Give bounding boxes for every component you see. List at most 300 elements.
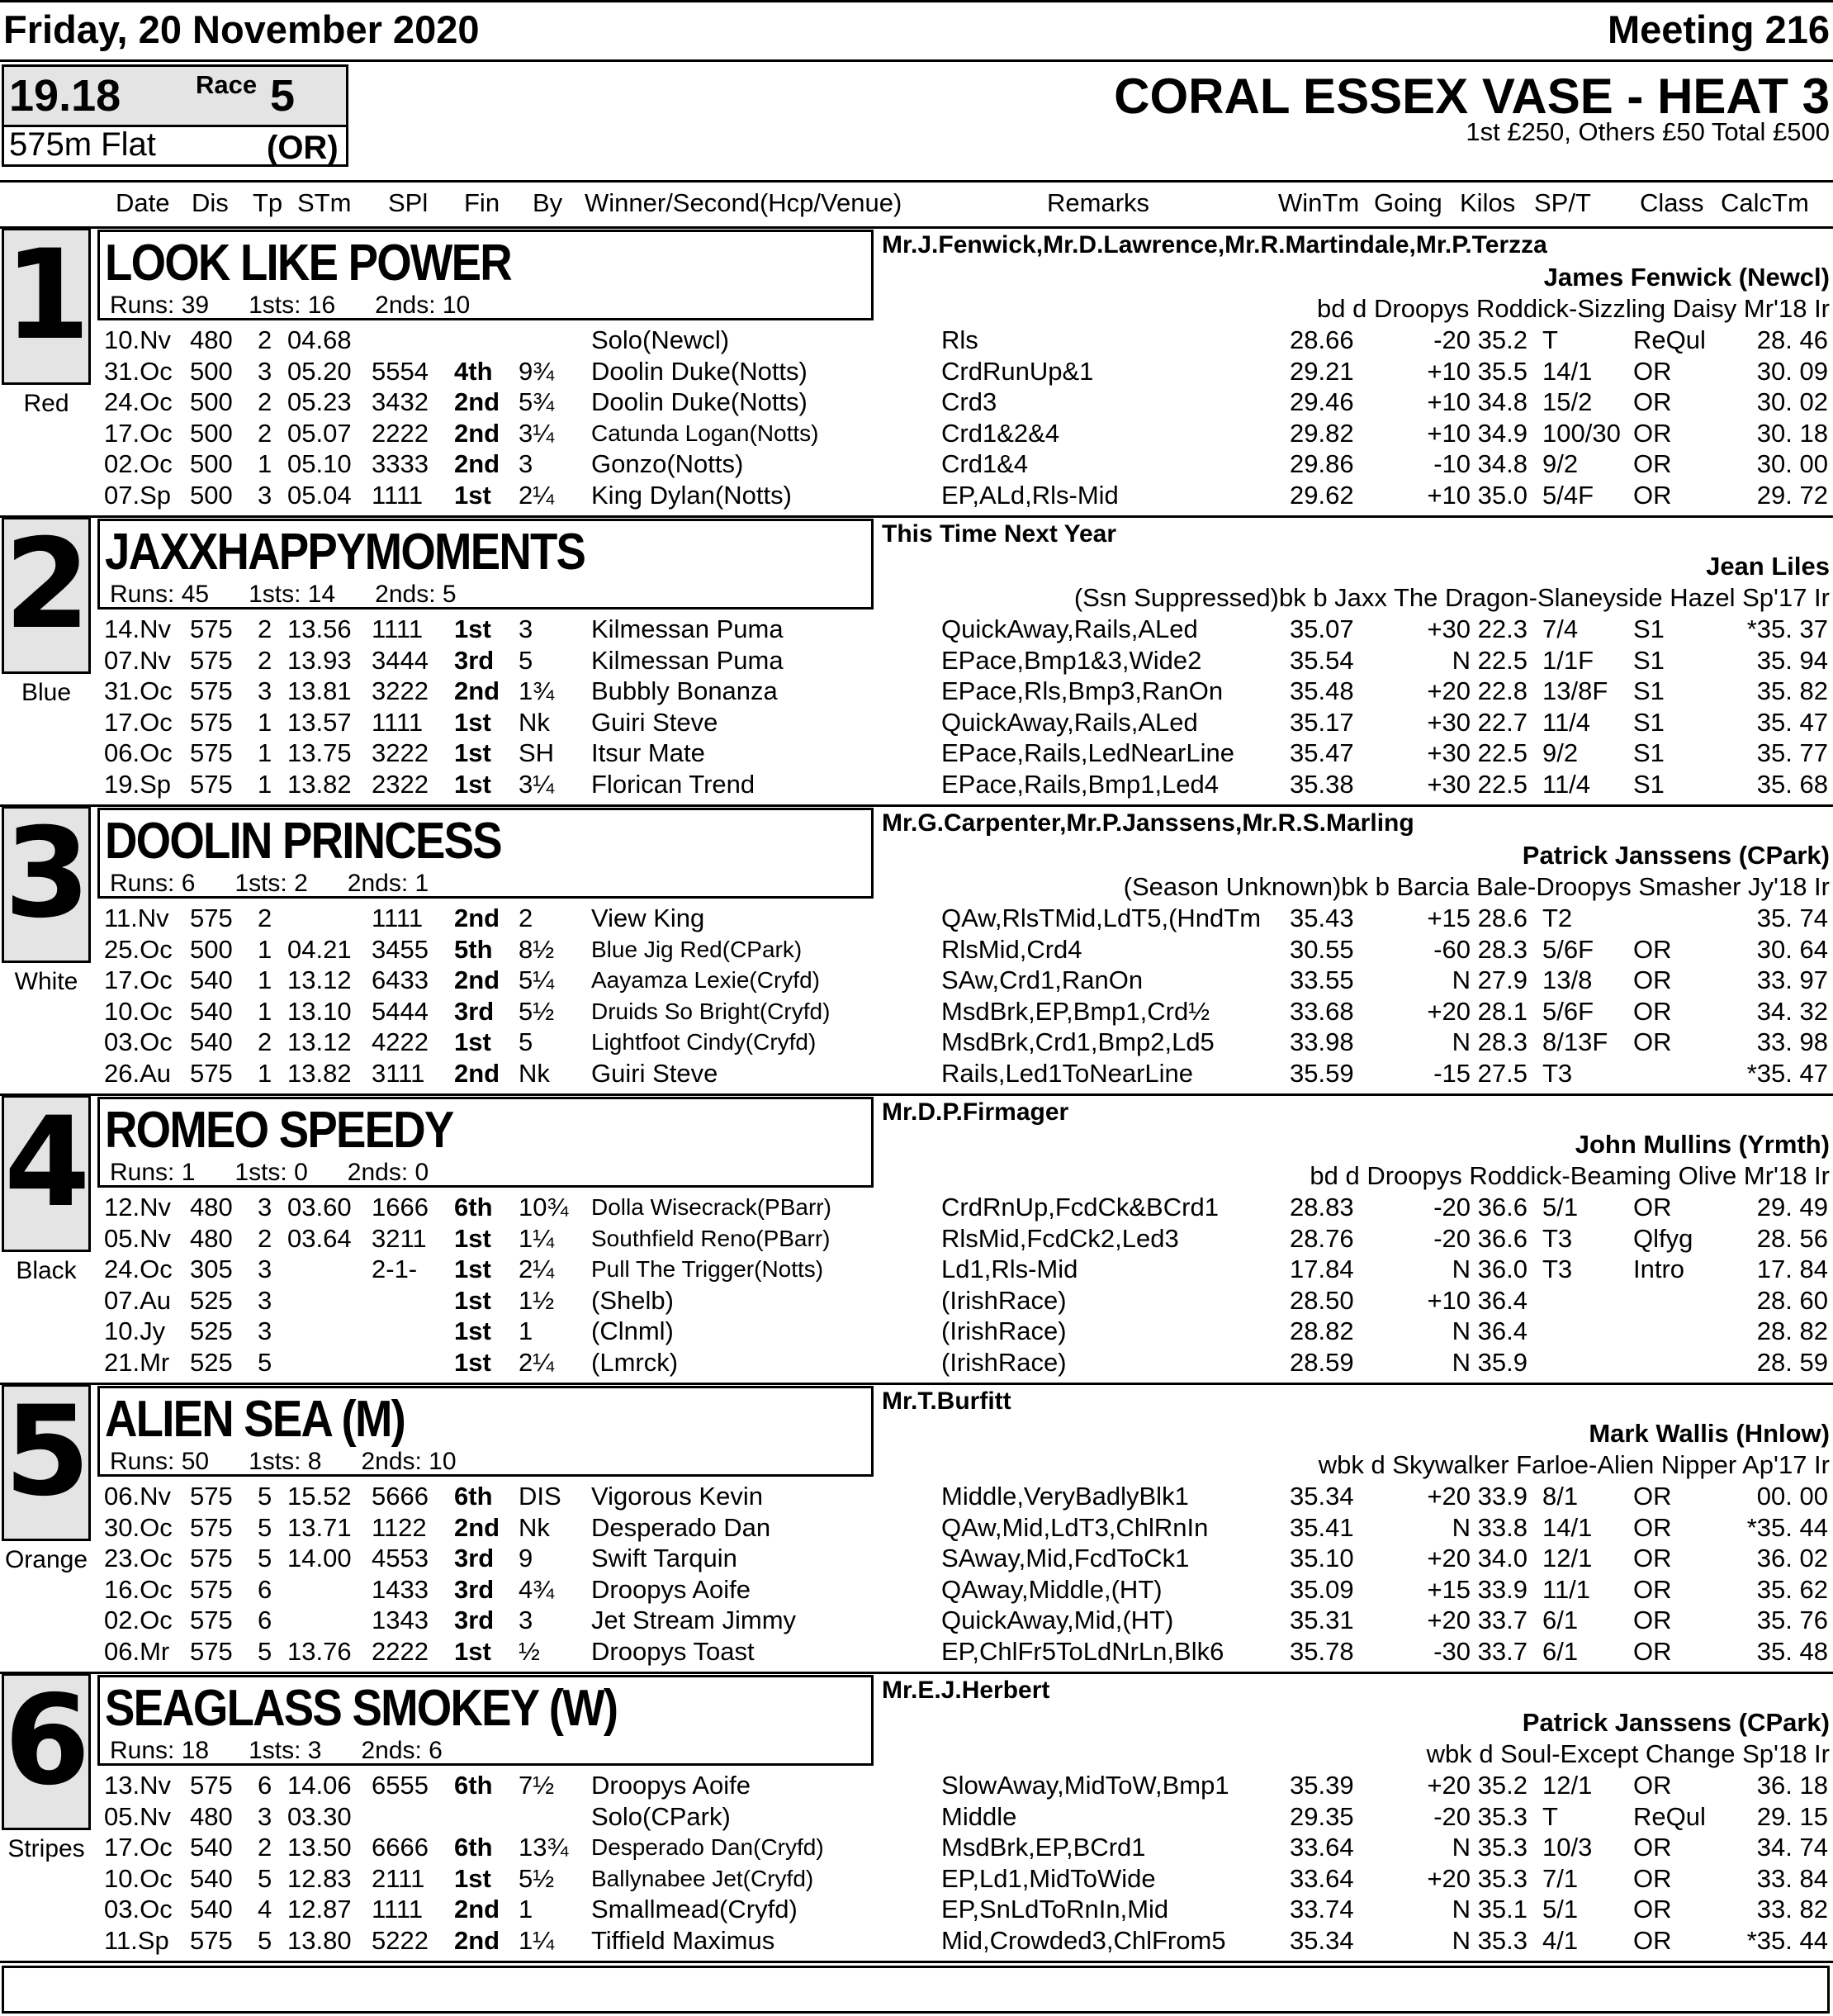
- form-row: [0, 481, 1833, 512]
- form-kilos: 22.5: [1477, 738, 1528, 767]
- runs-count: Runs: 6: [110, 870, 196, 897]
- form-remarks: Crd3: [941, 387, 997, 416]
- form-winner-second: Smallmead(Cryfd): [591, 1895, 798, 1924]
- form-remarks: EPace,Bmp1&3,Wide2: [941, 645, 1202, 675]
- form-finish: 2nd: [454, 387, 500, 416]
- form-calc-time: 33. 97: [1756, 965, 1828, 994]
- form-sectional-time: 05.07: [287, 418, 352, 448]
- form-going-kilos: [1379, 965, 1528, 995]
- form-win-time: 28.59: [1290, 1347, 1354, 1377]
- dog-name-box: [97, 808, 874, 899]
- form-distance-beaten: 4¾: [519, 1574, 555, 1604]
- form-kilos: 35.2: [1477, 1771, 1528, 1800]
- form-going: +20: [1427, 996, 1471, 1026]
- form-row: [0, 325, 1833, 357]
- form-trap: 3: [258, 1285, 272, 1315]
- form-sectional-time: 03.30: [287, 1801, 352, 1831]
- form-class: OR: [1633, 418, 1672, 448]
- meeting-number: Meeting 216: [1607, 7, 1830, 51]
- form-winner-second: Desperado Dan: [591, 1512, 771, 1542]
- dog-name-box: [97, 519, 874, 610]
- form-kilos: 35.3: [1477, 1925, 1528, 1955]
- form-sectional-time: 13.10: [287, 996, 352, 1026]
- form-win-time: 29.35: [1290, 1801, 1354, 1831]
- form-date: 23.Oc: [104, 1544, 173, 1572]
- form-date: 06.Oc: [104, 738, 173, 767]
- form-kilos: 27.9: [1477, 965, 1528, 994]
- form-winner-second: (Lmrck): [591, 1347, 679, 1377]
- runner-block: [0, 802, 1833, 1097]
- runner-block: [0, 1669, 1833, 1964]
- form-finish: 2nd: [454, 449, 500, 478]
- runs-count: Runs: 18: [110, 1737, 210, 1764]
- form-winner-second: Doolin Duke(Notts): [591, 356, 808, 386]
- form-row: [0, 614, 1833, 646]
- form-going: N: [1452, 1255, 1471, 1283]
- form-going: N: [1452, 1925, 1471, 1955]
- form-winner-second: Aayamza Lexie(Cryfd): [591, 967, 820, 993]
- form-distance-beaten: Nk: [519, 1058, 550, 1088]
- form-date: 10.Oc: [104, 1863, 173, 1893]
- form-date: 10.Oc: [104, 996, 173, 1026]
- form-calc-time: 28. 82: [1756, 1316, 1828, 1345]
- form-trap: 5: [258, 1482, 272, 1511]
- form-sp: 11/1: [1542, 1574, 1591, 1604]
- form-win-time: 30.55: [1290, 934, 1354, 964]
- form-sp: 5/6F: [1542, 934, 1594, 964]
- form-winner-second: Lightfoot Cindy(Cryfd): [591, 1029, 817, 1055]
- form-class: OR: [1633, 1512, 1672, 1542]
- form-row: [0, 1802, 1833, 1833]
- dog-name: ALIEN SEA (M): [105, 1391, 405, 1448]
- form-calc-time: 35. 68: [1756, 769, 1828, 799]
- col-sp: SP/T: [1534, 188, 1591, 217]
- dog-name-box: [97, 1675, 874, 1766]
- form-class: S1: [1633, 676, 1665, 705]
- form-calc-time: 33. 82: [1756, 1895, 1828, 1924]
- form-going-kilos: [1379, 1637, 1528, 1667]
- form-going-kilos: [1379, 449, 1528, 479]
- form-sp: 1/1F: [1542, 645, 1594, 675]
- form-going-kilos: [1379, 1255, 1528, 1284]
- owner: Mr.D.P.Firmager: [882, 1098, 1069, 1126]
- form-distance: 575: [190, 1636, 233, 1666]
- form-sectional-time: 12.87: [287, 1895, 352, 1924]
- breeding: bd d Droopys Roddick-Beaming Olive Mr'18 Ir: [1310, 1161, 1830, 1190]
- form-kilos: 22.3: [1477, 614, 1528, 643]
- form-going-kilos: [1379, 1833, 1528, 1862]
- form-class: OR: [1633, 1482, 1672, 1511]
- form-kilos: 34.8: [1477, 387, 1528, 416]
- form-row: [0, 997, 1833, 1028]
- form-finish: 3rd: [454, 996, 495, 1026]
- form-kilos: 36.6: [1477, 1193, 1528, 1221]
- firsts-count: 1sts: 16: [249, 292, 336, 319]
- form-win-time: 33.55: [1290, 965, 1354, 994]
- form-distance: 500: [190, 356, 233, 386]
- form-distance: 575: [190, 614, 233, 643]
- form-sp: 5/1: [1542, 1895, 1579, 1924]
- form-winner-second: Guiri Steve: [591, 707, 718, 737]
- form-win-time: 35.31: [1290, 1606, 1354, 1634]
- form-sectional-time: 13.82: [287, 1058, 352, 1088]
- form-winner-second: Kilmessan Puma: [591, 614, 784, 643]
- form-sectional-time: 13.56: [287, 614, 352, 643]
- form-split: 3444: [372, 645, 429, 675]
- form-going: +30: [1427, 738, 1471, 767]
- form-sp: T: [1542, 1801, 1558, 1831]
- form-finish: 1st: [454, 1316, 491, 1345]
- form-row: [0, 1224, 1833, 1255]
- form-remarks: EPace,Rails,LedNearLine: [941, 738, 1234, 767]
- trap-color: Stripes: [7, 1835, 85, 1862]
- form-sp: 8/1: [1542, 1482, 1579, 1511]
- form-calc-time: 30. 18: [1756, 418, 1828, 448]
- col-stm: STm: [297, 188, 352, 217]
- race-info-box: [2, 64, 348, 167]
- form-distance-beaten: 10¾: [519, 1193, 569, 1221]
- form-remarks: CrdRnUp,FcdCk&BCrd1: [941, 1193, 1219, 1221]
- form-win-time: 35.34: [1290, 1925, 1354, 1955]
- form-winner-second: (Shelb): [591, 1285, 674, 1315]
- form-trap: 1: [258, 769, 272, 799]
- form-sectional-time: 13.75: [287, 738, 352, 767]
- form-distance: 480: [190, 1193, 233, 1221]
- form-sp: 12/1: [1542, 1771, 1593, 1800]
- form-finish: 1st: [454, 769, 491, 799]
- race-title: CORAL ESSEX VASE - HEAT 3: [1114, 69, 1830, 124]
- form-sp: 13/8F: [1542, 676, 1608, 705]
- form-date: 17.Oc: [104, 965, 173, 994]
- form-class: ReQul: [1633, 1801, 1706, 1831]
- form-calc-time: 00. 00: [1756, 1482, 1828, 1511]
- form-win-time: 28.66: [1290, 325, 1354, 354]
- runner-block: [0, 1091, 1833, 1386]
- form-distance: 575: [190, 1606, 233, 1634]
- form-split: 3222: [372, 738, 429, 767]
- form-remarks: Middle,VeryBadlyBlk1: [941, 1482, 1189, 1511]
- form-going-kilos: [1379, 1771, 1528, 1800]
- form-distance: 305: [190, 1255, 233, 1283]
- form-trap: 2: [258, 1833, 272, 1862]
- form-distance-beaten: 5¾: [519, 387, 555, 416]
- form-row: [0, 1864, 1833, 1895]
- form-going: N: [1452, 1512, 1471, 1542]
- race-grade: (OR): [267, 130, 339, 166]
- form-winner-second: Solo(Newcl): [591, 325, 730, 354]
- form-going: +10: [1427, 480, 1471, 510]
- form-class: OR: [1633, 996, 1672, 1026]
- trainer: Patrick Janssens (CPark): [1522, 1708, 1830, 1737]
- form-win-time: 35.39: [1290, 1771, 1354, 1800]
- col-winner: Winner/Second(Hcp/Venue): [585, 188, 902, 217]
- form-kilos: 28.3: [1477, 934, 1528, 964]
- form-win-time: 35.38: [1290, 769, 1354, 799]
- form-going: +30: [1427, 614, 1471, 643]
- form-kilos: 34.0: [1477, 1544, 1528, 1572]
- form-date: 17.Oc: [104, 418, 173, 448]
- form-split: 1111: [372, 707, 424, 737]
- form-distance: 575: [190, 707, 233, 737]
- form-going-kilos: [1379, 1193, 1528, 1222]
- form-win-time: 33.64: [1290, 1863, 1354, 1893]
- col-going: Going: [1374, 188, 1442, 217]
- form-row: [0, 357, 1833, 388]
- owner: Mr.J.Fenwick,Mr.D.Lawrence,Mr.R.Martindale,Mr.P.Terzza: [882, 231, 1547, 259]
- form-going-kilos: [1379, 1895, 1528, 1924]
- form-remarks: QuickAway,Rails,ALed: [941, 707, 1198, 737]
- form-distance: 575: [190, 1574, 233, 1604]
- col-by: By: [533, 188, 563, 217]
- form-sp: 6/1: [1542, 1606, 1579, 1634]
- form-winner-second: Jet Stream Jimmy: [591, 1606, 797, 1634]
- form-finish: 1st: [454, 1636, 491, 1666]
- form-finish: 1st: [454, 1223, 491, 1253]
- owner: Mr.E.J.Herbert: [882, 1677, 1050, 1704]
- form-going: N: [1452, 1316, 1471, 1345]
- form-split: 1111: [372, 1895, 424, 1924]
- form-sectional-time: 13.50: [287, 1833, 352, 1862]
- form-remarks: (IrishRace): [941, 1347, 1067, 1377]
- form-winner-second: Guiri Steve: [591, 1058, 718, 1088]
- form-distance-beaten: 2¼: [519, 1347, 555, 1377]
- form-remarks: Middle: [941, 1801, 1017, 1831]
- form-trap: 5: [258, 1925, 272, 1955]
- form-class: OR: [1633, 1636, 1672, 1666]
- form-going-kilos: [1379, 738, 1528, 768]
- form-date: 02.Oc: [104, 1606, 173, 1634]
- owner: Mr.T.Burfitt: [882, 1387, 1011, 1415]
- form-split: 5444: [372, 996, 429, 1026]
- form-date: 12.Nv: [104, 1193, 171, 1221]
- form-distance-beaten: 5½: [519, 1863, 555, 1893]
- form-going-kilos: [1379, 1926, 1528, 1956]
- form-win-time: 35.07: [1290, 614, 1354, 643]
- form-split: 1122: [372, 1512, 427, 1542]
- form-sectional-time: 13.57: [287, 707, 352, 737]
- owner: Mr.G.Carpenter,Mr.P.Janssens,Mr.R.S.Marling: [882, 809, 1414, 837]
- trap-color: Black: [16, 1257, 77, 1284]
- form-class: S1: [1633, 769, 1665, 799]
- col-date: Date: [116, 188, 170, 217]
- form-distance-beaten: 13¾: [519, 1833, 569, 1862]
- form-remarks: EP,Ld1,MidToWide: [941, 1863, 1156, 1893]
- col-tp: Tp: [253, 188, 283, 217]
- form-going-kilos: [1379, 1513, 1528, 1543]
- runs-count: Runs: 39: [110, 292, 210, 319]
- form-going: -20: [1433, 1223, 1471, 1253]
- form-split: 3333: [372, 449, 429, 478]
- form-winner-second: (Clnml): [591, 1316, 674, 1345]
- form-win-time: 29.62: [1290, 480, 1354, 510]
- form-calc-time: 28. 60: [1756, 1285, 1828, 1315]
- seconds-count: 2nds: 10: [361, 1448, 457, 1475]
- form-remarks: SlowAway,MidToW,Bmp1: [941, 1771, 1229, 1800]
- form-calc-time: 35. 82: [1756, 676, 1828, 705]
- form-sp: 11/4: [1542, 707, 1591, 737]
- form-trap: 1: [258, 738, 272, 767]
- form-class: OR: [1633, 480, 1672, 510]
- form-distance-beaten: SH: [519, 738, 555, 767]
- col-fin: Fin: [464, 188, 500, 217]
- form-distance: 540: [190, 1027, 233, 1056]
- trap-color: Orange: [4, 1546, 88, 1573]
- form-calc-time: *35. 44: [1746, 1512, 1828, 1542]
- col-wintm: WinTm: [1278, 188, 1360, 217]
- form-winner-second: View King: [591, 904, 705, 932]
- form-row: [0, 904, 1833, 935]
- form-class: OR: [1633, 934, 1672, 964]
- form-win-time: 29.86: [1290, 449, 1354, 478]
- form-going-kilos: [1379, 1027, 1528, 1057]
- form-winner-second: Droopys Aoife: [591, 1771, 751, 1800]
- form-sectional-time: 05.04: [287, 480, 352, 510]
- form-win-time: 35.48: [1290, 676, 1354, 705]
- form-calc-time: 35. 48: [1756, 1636, 1828, 1666]
- form-going-kilos: [1379, 614, 1528, 644]
- form-going: +10: [1427, 387, 1471, 416]
- form-date: 10.Nv: [104, 325, 171, 354]
- form-winner-second: Doolin Duke(Notts): [591, 387, 808, 416]
- form-row: [0, 1316, 1833, 1348]
- form-class: OR: [1633, 1027, 1672, 1056]
- form-going: +15: [1427, 904, 1471, 932]
- form-sectional-time: 13.76: [287, 1636, 352, 1666]
- form-date: 07.Sp: [104, 480, 172, 510]
- form-going: +20: [1427, 1863, 1471, 1893]
- form-distance: 575: [190, 1058, 233, 1088]
- form-win-time: 35.09: [1290, 1574, 1354, 1604]
- form-date: 31.Oc: [104, 356, 173, 386]
- form-going: +20: [1427, 1482, 1471, 1511]
- form-calc-time: 29. 15: [1756, 1801, 1828, 1831]
- form-calc-time: 30. 00: [1756, 449, 1828, 478]
- form-split: 2222: [372, 418, 429, 448]
- form-going: +30: [1427, 769, 1471, 799]
- form-winner-second: Druids So Bright(Cryfd): [591, 998, 831, 1024]
- form-calc-time: 28. 46: [1756, 325, 1828, 354]
- form-kilos: 35.2: [1477, 325, 1528, 354]
- form-kilos: 28.1: [1477, 996, 1528, 1026]
- form-row: [0, 676, 1833, 708]
- form-row: [0, 1544, 1833, 1575]
- form-going-kilos: [1379, 1544, 1528, 1573]
- form-sp: 5/6F: [1542, 996, 1594, 1026]
- form-kilos: 28.3: [1477, 1027, 1528, 1056]
- form-split: 6666: [372, 1833, 429, 1862]
- form-win-time: 33.64: [1290, 1833, 1354, 1862]
- form-going: +20: [1427, 1771, 1471, 1800]
- dog-name: ROMEO SPEEDY: [105, 1102, 453, 1159]
- form-calc-time: 30. 64: [1756, 934, 1828, 964]
- form-distance-beaten: 2¼: [519, 1255, 555, 1283]
- form-class: ReQul: [1633, 325, 1706, 354]
- form-win-time: 28.76: [1290, 1223, 1354, 1253]
- form-distance-beaten: 1¾: [519, 676, 555, 705]
- form-finish: 5th: [454, 934, 493, 964]
- form-win-time: 35.78: [1290, 1636, 1354, 1666]
- career-stats: [110, 1737, 443, 1765]
- form-finish: 6th: [454, 1193, 493, 1221]
- form-trap: 6: [258, 1574, 272, 1604]
- form-finish: 1st: [454, 1285, 491, 1315]
- form-trap: 1: [258, 449, 272, 478]
- form-row: [0, 387, 1833, 419]
- form-split: 3455: [372, 934, 429, 964]
- form-going-kilos: [1379, 676, 1528, 706]
- form-calc-time: 33. 84: [1756, 1863, 1828, 1893]
- form-calc-time: 28. 59: [1756, 1347, 1828, 1377]
- form-distance: 575: [190, 676, 233, 705]
- breeding: (Season Unknown)bk b Barcia Bale-Droopys Smasher Jy'18 Ir: [1123, 872, 1830, 901]
- dog-name-box: [97, 230, 874, 320]
- form-distance: 540: [190, 996, 233, 1026]
- form-kilos: 22.8: [1477, 676, 1528, 705]
- form-trap: 5: [258, 1863, 272, 1893]
- form-finish: 2nd: [454, 1895, 500, 1924]
- form-trap: 1: [258, 996, 272, 1026]
- form-going: +10: [1427, 418, 1471, 448]
- form-distance-beaten: 3¼: [519, 418, 555, 448]
- form-sectional-time: 13.80: [287, 1925, 352, 1955]
- form-going: -20: [1433, 1801, 1471, 1831]
- form-row: [0, 1513, 1833, 1544]
- form-split: 6555: [372, 1771, 429, 1800]
- form-sp: T2: [1542, 904, 1573, 932]
- form-finish: 2nd: [454, 676, 500, 705]
- form-winner-second: Tiffield Maximus: [591, 1925, 775, 1955]
- trainer: Patrick Janssens (CPark): [1522, 841, 1830, 870]
- form-class: OR: [1633, 1895, 1672, 1924]
- form-row: [0, 1895, 1833, 1926]
- form-class: OR: [1633, 1574, 1672, 1604]
- breeding: (Ssn Suppressed)bk b Jaxx The Dragon-Slaneyside Hazel Sp'17 Ir: [1073, 583, 1830, 612]
- form-distance: 575: [190, 1482, 233, 1511]
- trap-number: 6: [4, 1669, 91, 1813]
- runner-block: [0, 224, 1833, 519]
- form-class: OR: [1633, 1606, 1672, 1634]
- form-row: [0, 1833, 1833, 1864]
- form-going-kilos: [1379, 1286, 1528, 1316]
- form-sp: 9/2: [1542, 449, 1579, 478]
- trap-color: Blue: [21, 679, 72, 706]
- form-finish: 1st: [454, 1347, 491, 1377]
- form-date: 16.Oc: [104, 1574, 173, 1604]
- form-date: 17.Oc: [104, 1833, 173, 1862]
- form-win-time: 28.50: [1290, 1285, 1354, 1315]
- runner-block: [0, 513, 1833, 808]
- form-trap: 1: [258, 965, 272, 994]
- form-row: [0, 1255, 1833, 1286]
- form-calc-time: *35. 37: [1746, 614, 1828, 643]
- form-remarks: Crd1&2&4: [941, 418, 1060, 448]
- form-class: S1: [1633, 645, 1665, 675]
- form-sp: 14/1: [1542, 356, 1593, 386]
- form-date: 24.Oc: [104, 1255, 173, 1283]
- col-dis: Dis: [192, 188, 229, 217]
- form-distance: 540: [190, 1833, 233, 1862]
- form-sectional-time: 05.10: [287, 449, 352, 478]
- form-trap: 1: [258, 707, 272, 737]
- form-kilos: 34.9: [1477, 418, 1528, 448]
- form-going-kilos: [1379, 1864, 1528, 1894]
- career-stats: [110, 1159, 429, 1187]
- form-trap: 2: [258, 387, 272, 416]
- form-split: 4553: [372, 1544, 429, 1572]
- form-sectional-time: 13.12: [287, 1027, 352, 1056]
- form-distance: 540: [190, 965, 233, 994]
- dog-name-box: [97, 1386, 874, 1477]
